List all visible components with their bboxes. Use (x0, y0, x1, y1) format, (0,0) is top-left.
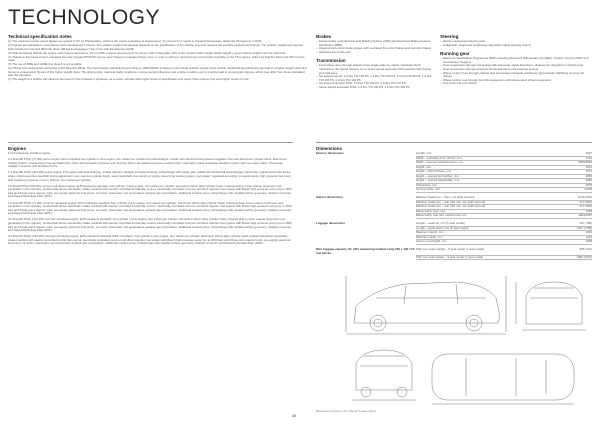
vehicle-drawings (316, 268, 592, 408)
steering-running-gear-section (440, 34, 590, 86)
spec-notes-section (8, 34, 308, 82)
dimension-value: 11000 (546, 188, 592, 193)
dimensions-section (316, 146, 592, 260)
engine-item: 1.4 litre/160 PS(1) (103 kW) petrol engine: TSI engine with dual charging, double injection catalytic converter heating, turbocharger with waste gate, additional mechanical supercharger, intercooler, maintenance-free timing chain, continuous inlet camshaft timing adjustment, grey cast iron cylinder block, steel crankshaft, duo-centric oil pump, dual-circuit cooling system, fuel system regulated according to requirements, high pressure fuel pump with a delivery pressure of up to 150 bar, four valves per cylinder. (8, 170, 291, 182)
dimension-label: Height – opened tailgate/flap, mm (416, 179, 546, 184)
running-gear-heading: Running gear (440, 51, 470, 57)
dimension-group-name: Interior dimensions (316, 195, 343, 199)
dimension-group-name (316, 255, 416, 260)
dimension-label: Width – opened front/rear doors, mm (416, 161, 546, 166)
dimension-value: 972 (954) (546, 200, 592, 205)
dimension-label: Effective headroom – rear (3rd row, mm (with sunroof) (416, 200, 546, 205)
running-gear-item: – Front suspension through coil springs with telescopic shock absorbers, all elements integrated in chassis legs (440, 64, 590, 68)
dimension-label: Maximum height, mm (416, 231, 546, 236)
engine-item: 2.0 litre/140 PS(1) (103 kW) common rail diesel engine: EU5 emissions standard, four cylinder in-line engine, four valves per cylinder, aluminium silicon alloy cylinder head, reduced piston crown volume (improves next generation in the cylinder), toothed belt-driven camshafts, intake manifold with electric controlled tumble flap control, electrically controlled common rail direct injection fuel system with Bosch high pressure pump (up to 1800 bar) and 8-hole piezo injector units, pre-supply electronic fuel pump, oil cooler, intercooler, low temperature exhaust gas recirculation, additional coolant pump, turbocharger with variable turbine geometry, catalytic converter and Diesel Particulate Filter (DPF). (8, 217, 292, 233)
side-view-drawing (316, 268, 592, 338)
note-item: (2) Figures are calculated in accordance with manufacturer's criteria. The unladen weight and payload depends on the specification of the vehicle. Any item reduces the possible payload accordingly. The unladen weight and payload both include the fuel tank 90% full, driver (68 kg) and luggage (7 kg) in line with EU directive 92/48. (8, 42, 303, 51)
dimension-label: Height – opened bonnet/flap, mm (416, 174, 546, 179)
dimension-label: Height, mm (416, 165, 546, 170)
dimension-value: 2678 (546, 183, 592, 188)
note-item: (1) The maximum power output figures are quoted in PS (or Pferdestärke, which is the metric equivalent of horsepower). To convert from metric to Imperial horsepower, divide the PS figure by 1.0139. (8, 39, 263, 43)
dimension-value: 1016 (978) (546, 196, 592, 200)
dimension-value: 337 (785) (546, 222, 592, 226)
dimension-label: Length – seats down, mm (5 seat model) (416, 226, 546, 231)
dimension-label: Height – with roof bars, mm (416, 170, 546, 175)
engine-item: 1.2 litre/105 PS(1) (77 kW) petrol engine: EU5 compliant four-cylinder in-line engine, two valves per cylinder and turbocharger module with electric boost pressure regulator. Die-cast aluminium cylinder block, dual circuit cooling system, maintenance-free camshaft drive chain with hydraulic tensioner and oil pump driven via maintenance-free toothed chain. Internally cooled crankcase breather system with non-return valve. Three-way catalytic converter with lambda control. (8, 157, 287, 169)
dimension-label: Effective headroom – front, mm (with sunroof) (416, 196, 546, 200)
dimension-group-name: Luggage dimensions (316, 221, 345, 225)
note-item: (4) Thanks to the knock control, unleaded four star (at least 95 RON) can be used instead of unleaded Super plus, in order to achieve maximum fuel consumption benefits on the TSI engines, Ultra Low Sulphur Petrol (ULSP) must be used. (8, 54, 305, 63)
dimension-value: 2060 (546, 179, 592, 184)
dimension-label: Elbow width, rear (3rd row/3rd row, mm (416, 214, 546, 219)
brakes-transmission-section (316, 34, 434, 90)
steering-item: – Collapsible, height and lengthways adjustable safety steering column (440, 44, 590, 48)
dimensions-heading: Dimensions (316, 146, 343, 151)
engines-section (8, 146, 293, 249)
engines-heading: Engines (8, 146, 26, 151)
page-number: 48 (292, 414, 296, 418)
dimension-value: 4397 (546, 152, 592, 156)
dimension-row (316, 248, 592, 255)
page-title: TECHNOLOGY (8, 6, 161, 29)
dimension-value: 1989 (1913) (546, 255, 592, 260)
dimension-row (316, 255, 592, 260)
brakes-heading: Brakes (316, 34, 332, 39)
brakes-list (316, 40, 434, 54)
dimension-value: 1458 (546, 209, 592, 214)
transmission-item: – Six speed automatic DSG: 2.0 litre TDI 140 PS, 2.0 litre TDI 170 PS (316, 82, 434, 86)
notes-heading: Technical specification notes (8, 34, 72, 39)
dimension-label: Turning circle, mm (416, 188, 546, 193)
note-item: (7) The weight of a vehicle will influence the level of CO2 emission it produces; as a result, vehicles with higher levels of specification and heavy fitted options may emit higher levels of CO2. (8, 77, 250, 82)
running-gear-item: – Electronic Stabilisation Programme (ESP) including Electronic Differential Lock (EDL), Traction Control (ASR) and Countersteer Support (440, 57, 590, 64)
dimension-label: Length, mm (416, 152, 546, 156)
transmission-item: – Seven speed automatic DSG: 1.4 litre TSI 140 PS, 1.6 litre TDI 105 PS (316, 86, 434, 90)
dimension-value: 3590/3584 (546, 161, 592, 166)
transmission-item: – Front-wheel drive through asbestos-free single-plate dry clutch, Hydraulic clutch mechanism. Six speed manual, six or seven speed automatic DSG gearbox with double joint half axles (316, 64, 434, 75)
steering-list (440, 40, 590, 47)
transmission-item: – Six speed manual: 1.2 litre TSI 105 PS, 1.4 litre TSI 160 PS, 1.6 litre TDI 90 PS, 1.6 litre TDI 105 PS, 2.0 litre TDI 140 PS (316, 75, 434, 82)
rear-top-view-drawing (316, 340, 592, 408)
transmission-list (316, 64, 434, 89)
dimensions-table (316, 152, 592, 260)
dimension-value: 1098 (546, 240, 592, 245)
running-gear-item: – Rear suspension with gas-pressure shock absorbers and separate springs (440, 68, 590, 72)
divider-right (316, 142, 592, 143)
steering-item: – Electro-mechanical steering rack (440, 40, 590, 44)
dimension-label: Wheelbase, mm (416, 183, 546, 188)
running-gear-item: – Wheel control: rear through four-link suspension with independent wheel suspension (440, 79, 590, 83)
dimension-value: 1634 (546, 165, 592, 170)
engines-list (8, 152, 293, 246)
engine-item: Front transverse installed engine (8, 151, 50, 155)
dimension-value: 1791 (1785) (546, 226, 592, 231)
dimension-group-name: Exterior dimensions (316, 151, 344, 155)
dimension-label: With rear seats folded – 5 seat model (7 seat model) (416, 255, 546, 260)
running-gear-item: – Wheel control: front through chassis legs and (lower) triangular wishbones (dynamically stabilising steering roll radius) (440, 72, 590, 79)
dimension-value: 917 (903) (546, 205, 592, 210)
dimension-value: 1674 (546, 170, 592, 175)
dimension-group-name: Max. luggage capacity, litr. VDA measuring method using 200 x 100 x 50 mm blocks. (316, 247, 415, 255)
drawings-caption: Dimensions shown in mm (Touran 5 seat option). (316, 409, 377, 413)
notes-list (8, 40, 308, 82)
dimension-value: 1119 (546, 235, 592, 240)
dimension-value: 1865 (546, 174, 592, 179)
dimension-value: 695 (121) (546, 248, 592, 255)
dimension-label: Length – seats up, mm (5 seat model) (416, 222, 546, 226)
engine-item: 1.6 litre/90 PS(1) (66 kW) common rail diesel engine: EU5 emissions standard, four cylinder in-line engine, four valves per cylinder, aluminium silicon alloy cylinder head, reduced piston crown volume (improves next generation in the cylinder), toothed belt-driven camshafts, intake manifold with electric controlled tumble flap control, electrically controlled common rail direct injection fuel system with Bosch high pressure pump (up to 1600 bar) and 8-hole piezo injector units, pre-supply electronic fuel pump, oil cooler, intercooler, low temperature exhaust gas recirculation, additional coolant pump, turbocharger with variable turbine geometry, catalytic converter and Diesel Particulate Filter (DPF). (8, 183, 292, 199)
brakes-item: – Asbestos-free brake pad (316, 51, 434, 55)
dimension-label: Width – excluding door mirrors, mm (416, 156, 546, 161)
dimension-label: With rear seats upright – 5 seat model (7 seat model) (416, 248, 546, 255)
note-item: (5) The use of RME and FAME (bio diesel) is not possible. (8, 62, 83, 67)
dimension-label: Floor to roof height, mm (416, 240, 546, 245)
dimension-label: Effective headroom – rear (3rd row, mm (with sunroof) (416, 205, 546, 210)
transmission-heading: Transmission (316, 58, 346, 64)
dimension-label: Elbow width, front, mm (416, 209, 546, 214)
steering-heading: Steering (440, 34, 459, 39)
engine-item: 1.6 litre/105 PS(1) (77 kW) common rail diesel engine: EU5 emissions standard, four cylinder in-line engine, four valves per cylinder, aluminium silicon alloy cylinder head, reduced piston crown volume (improves next generation in the cylinder), toothed belt-driven camshafts, intake manifold with electric controlled tumble flap control, electrically controlled common rail direct injection fuel system with Bosch high pressure pump (up to 1600 bar) and 8-hole piezo injector units, pre-supply electronic fuel pump, oil cooler, intercooler, low temperature exhaust gas recirculation, additional coolant pump, turbocharger with variable turbine geometry, catalytic converter and Diesel Particulate Filter (DPF). (8, 200, 292, 216)
note-item: (6) Official fuel consumption according to EU Directive 99/94. The consumption calculations according to 1999/100/EC is based on the actual unladen weight of the vehicle. Additional specifications can lead to a higher weight class and hence to consumption figures of this higher weight class. The driving style, road and traffic conditions, environmental influences and vehicle condition can in practice lead to consumption figures, which may differ from those calculated with this standard. (8, 66, 307, 78)
note-item: (3) With increasing altitude the engine performance diminishes. From 1,000 m above sea level and for every 1,000 m thereafter 10% of the vehicle/ trailer weight (trailer weight + gross vehicle weight) must be deducted. (8, 50, 287, 55)
dimension-value: 1484/1097 (546, 214, 592, 219)
divider-left (8, 142, 293, 143)
running-gear-list (440, 57, 590, 86)
engine-item: 2.0 litre/170 PS(1) (125 kW) common rail diesel engine: EU5 emissions standard (DPF compliant), four cylinder in-line engine, four valves per cylinder, aluminium silicon alloy cylinder head, toothed belt-driven camshafts, intake manifold with electric controlled tumble flap control, electrically controlled common rail direct injection fuel system with Bosch high pressure pump (up to 1800 bar) and 8-hole piezo injector units, pre-supply electronic fuel pump, oil cooler, intercooler, low temperature exhaust gas recirculation, additional coolant pump, turbocharger with variable turbine geometry, catalytic converter and Diesel Particulate Filter (DPF). (8, 234, 291, 246)
brakes-item: – Electronically controlled Anti-lock Braking System (ABS) with Electronic Brake-pressure Distribution (EBD) (316, 40, 434, 47)
dimension-value: 1000 (546, 231, 592, 236)
brakes-item: – Diagonal twin-circuit brake system with ventilated front disc brakes and rear disc brakes (316, 47, 434, 51)
dimension-label: Maximum width, mm (416, 235, 546, 240)
dimension-value: 1794 (546, 156, 592, 161)
running-gear-item: – Front and rear anti-roll bar (440, 82, 590, 86)
